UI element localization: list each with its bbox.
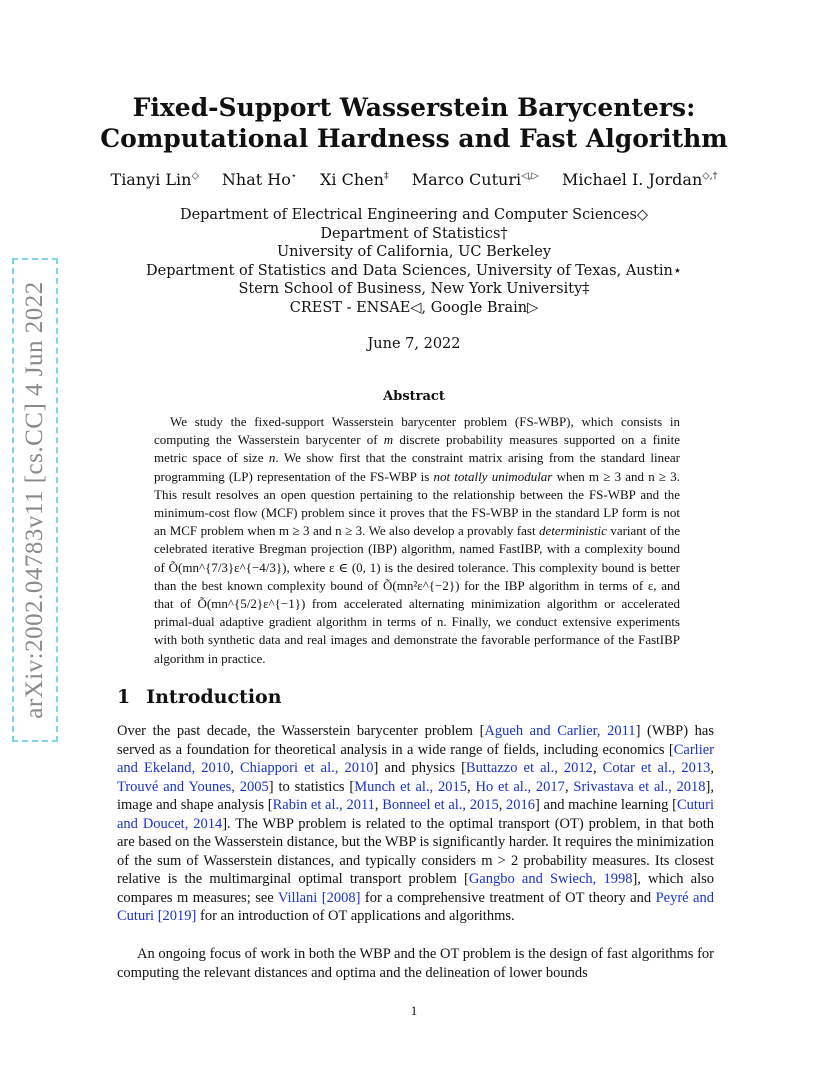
body-text: ]. The WBP problem is related to the optimal transport (OT) problem, in that both are based on the Wasserstein distance, but the WBP is significantly harder. It requires the minimization of the sum of Wasserstein distances, and typically considers m > 2 probability measures. Its closest relative is the multimarginal optimal transport problem [ [117,815,714,888]
affiliation: Stern School of Business, New York University‡ [238,281,590,297]
affiliations [0,206,828,317]
section-number: 1 [117,686,131,708]
abstract-emphasis: deterministic [539,523,607,539]
affiliation: CREST - ENSAE◁, Google Brain▷ [289,299,539,316]
title-line-2: Computational Hardness and Fast Algorithm [100,124,728,153]
citation-link[interactable]: Rabin et al., 2011 [272,797,375,814]
section-heading [117,686,282,708]
intro-paragraph-1: Over the past decade, the Wasserstein barycenter problem [Agueh and Carlier, 2011] (WBP) has served as a foundation for theoretical analysis in a wide range of fields, including economics [Carlier and Ekeland, 2010, Chiappori et al., 2010] and physics [Buttazzo et al., 2012, Cotar et al., 2013, Trouvé and Younes, 2005] to statistics [Munch et al., 2015, Ho et al., 2017, Srivastava et al., 2018], image and shape analysis [Rabin et al., 2011, Bonneel et al., 2015, 2016] and machine learning [Cuturi and Doucet, 2014]. The WBP problem is related to the optimal transport (OT) problem, in that both are based on the Wasserstein distance, but the WBP is significantly harder. It requires the minimization of the sum of Wasserstein distances, and typically considers m > 2 probability measures. Its closest relative is the multimarginal optimal transport problem [Gangbo and Swiech, 1998], which also compares m measures; see Villani [2008] for a comprehensive treatment of OT theory and Peyré and Cuturi [2019] for an introduction of OT applications and algorithms. [117,723,715,925]
author [222,170,297,189]
abstract-text: We study the fixed-support Wasserstein barycenter problem (FS-WBP), which consists in computing the Wasserstein barycenter of [154,414,680,448]
body-text: ] (WBP) has served as a foundation for theoretical analysis in a wide range of fields, including economics [ [117,723,714,758]
citation-link[interactable]: Srivastava et al., 2018 [573,778,706,795]
author-name: Marco Cuturi [411,170,522,190]
body-text: ] to statistics [ [268,778,355,795]
author-mark: ◁,▷ [521,171,539,182]
citation-link[interactable]: Chiappori et al., 2010 [240,760,374,777]
author-mark: ◇ [191,171,199,182]
citation-link[interactable]: Trouvé and Younes, 2005 [117,778,269,795]
citation-link[interactable]: Cuturi and Doucet, 2014 [117,797,714,832]
affiliation: Department of Electrical Engineering and Computer Sciences◇ [179,207,649,223]
paper-date: June 7, 2022 [367,336,461,352]
body-text: ] and machine learning [ [535,797,677,814]
author-name: Michael I. Jordan [562,170,703,190]
body-text: ] and physics [ [373,760,466,777]
page-number: 1 [410,1003,418,1018]
body-text: ], image and shape analysis [ [117,778,715,814]
body-text: for a comprehensive treatment of OT theory and [360,889,656,906]
citation-link[interactable]: [2008] [321,889,361,906]
title-line-1: Fixed-Support Wasserstein Barycenters: [132,93,696,122]
citation-link[interactable]: Munch et al., 2015 [354,778,467,795]
citation-link[interactable]: Carlier and Ekeland, 2010 [117,741,714,777]
citation-link[interactable]: Bonneel et al., 2015 [382,797,499,814]
abstract-text: when m ≥ 3 and n ≥ 3. This result resolves an open question pertaining to the relationship between the FS-WBP and the minimum-cost flow (MCF) problem since it proves that the FS-WBP in the standard LP form is not an MCF problem when m ≥ 3 and n ≥ 3. We also develop a provably fast [154,468,681,539]
abstract-math: m [383,432,394,448]
affiliation: Department of Statistics and Data Sciences, University of Texas, Austin⋆ [146,262,682,279]
citation-link[interactable]: [2019] [157,908,197,925]
abstract-text: variant of the celebrated iterative Bregman projection (IBP) algorithm, named FastIBP, with a complexity bound of Õ(mn^{7/3}ε^{−4/3}), where ε ∈ (0, 1) is the desired tolerance. This complexity bound is better than the best known complexity bound of Õ(mn²ε^{−2}) for the IBP algorithm in terms of ε, and that of Õ(mn^{5/2}ε^{−1}) from accelerated alternating minimization algorithm or accelerated primal-dual adaptive gradient algorithm in terms of n. Finally, we conduct extensive experiments with both synthetic data and real images and demonstrate the favorable performance of the FastIBP algorithm in practice. [154,523,680,666]
citation-link[interactable]: Villani [277,889,318,906]
citation-link[interactable]: Peyré and Cuturi [117,889,714,925]
author-mark: ⋆ [290,171,297,182]
intro-paragraph-2: An ongoing focus of work in both the WBP and the OT problem is the design of fast algorithms for computing the relevant distances and optima and the delineation of lower bounds [117,946,714,981]
abstract-heading: Abstract [383,389,445,404]
abstract-text: discrete probability measures supported on a finite metric space of size [154,432,681,466]
author-mark: ◇,† [702,171,718,182]
author [562,170,717,189]
author [111,170,199,189]
affiliation: University of California, UC Berkeley [276,244,552,260]
abstract-body [154,413,680,668]
author [412,170,539,189]
abstract-emphasis: not totally unimodular [433,468,553,484]
citation-link[interactable]: Gangbo and Swiech, 1998 [468,871,633,888]
body-text: Over the past decade, the Wasserstein barycenter problem [ [117,723,485,739]
citation-link[interactable]: Buttazzo et al., 2012 [465,760,593,777]
paper-title [0,92,828,154]
citation-link[interactable]: Cotar et al., 2013 [602,760,711,777]
author-mark: ‡ [383,171,389,182]
citation-link[interactable]: Ho et al., 2017 [475,778,565,795]
affiliation: Department of Statistics† [320,225,508,242]
body-text: ], which also compares m measures; see [117,871,715,906]
abstract-math: n [268,450,276,466]
author-name: Tianyi Lin [110,170,192,190]
arxiv-stamp-text: arXiv:2002.04783v11 [cs.CC] 4 Jun 2022 [21,281,48,719]
citation-link[interactable]: Agueh and Carlier, 2011 [484,723,636,739]
section-title: Introduction [146,686,282,708]
author-name: Xi Chen [319,170,384,190]
arxiv-stamp [12,258,58,742]
body-text: for an introduction of OT applications and algorithms. [196,908,515,925]
author-list [0,167,828,190]
author-name: Nhat Ho [221,170,291,190]
citation-link[interactable]: 2016 [506,797,536,814]
abstract-text: . We show first that the constraint matrix arising from the standard linear programming (LP) representation of the FS-WBP is [154,450,680,484]
author [320,170,389,189]
